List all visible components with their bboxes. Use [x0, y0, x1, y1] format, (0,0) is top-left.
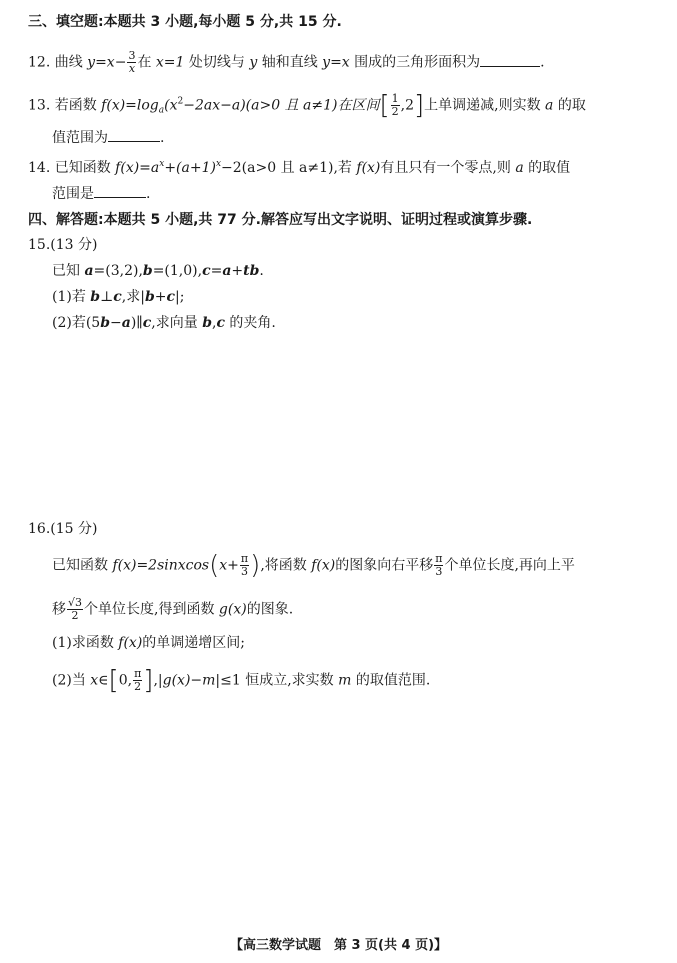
vector: a — [222, 263, 232, 279]
math: − — [110, 315, 122, 331]
math: , — [211, 315, 217, 331]
question-15-number: 15.(13 分) — [28, 237, 98, 253]
question-13-line2 — [52, 128, 164, 148]
math: f(x) — [118, 635, 143, 651]
exponent: x — [159, 159, 165, 169]
answer-blank[interactable] — [108, 129, 160, 142]
left-bracket: [ — [108, 665, 119, 696]
text: ,将函数 — [260, 557, 312, 574]
text: 轴和直线 — [257, 54, 323, 71]
page-footer: 【高三数学试题 第 3 页(共 4 页)】 — [229, 938, 448, 953]
fraction — [67, 597, 83, 622]
text: 处切线与 — [184, 54, 250, 71]
vector: c — [202, 263, 211, 279]
text: 围成的三角形面积为 — [349, 54, 481, 71]
text: . — [146, 186, 151, 202]
fraction-numerator: 1 — [391, 92, 399, 105]
question-16-stem-line2 — [52, 597, 293, 622]
right-bracket: ] — [143, 665, 154, 696]
answer-blank[interactable] — [94, 185, 146, 198]
math: )∥ — [130, 315, 143, 331]
fraction — [133, 668, 142, 693]
math: ⊥ — [100, 289, 114, 305]
text: |≤1 恒成立,求实数 — [215, 672, 339, 689]
vector: b — [142, 263, 153, 279]
math: g(x)−m — [162, 672, 216, 689]
text: 有且只有一个零点,则 — [380, 160, 516, 176]
text: (2)若(5 — [52, 315, 101, 331]
text: 已知函数 — [52, 557, 113, 574]
math: x=1 — [155, 54, 185, 71]
vector: c — [113, 289, 122, 305]
text: . — [540, 54, 545, 71]
vector: a — [84, 263, 94, 279]
question-14 — [28, 158, 570, 178]
question-number: 12. — [28, 54, 51, 71]
text: 的单调递增区间; — [142, 635, 246, 651]
math: 0, — [118, 672, 133, 689]
math: + — [231, 263, 244, 279]
question-13 — [28, 90, 586, 121]
math: x∈ — [90, 672, 109, 689]
math: f(x) — [311, 557, 336, 574]
exponent: x — [215, 159, 222, 169]
math: =(1,0), — [152, 263, 203, 279]
text: 的夹角. — [224, 315, 276, 331]
question-16-stem — [52, 550, 575, 581]
fraction-denominator: x — [128, 62, 136, 75]
math: +(a+1) — [164, 160, 216, 176]
vector: c — [166, 289, 176, 305]
question-number: 13. — [28, 97, 51, 114]
text: (2)当 — [52, 672, 91, 689]
question-16-part2 — [52, 665, 431, 696]
text: ,求向量 — [151, 315, 203, 331]
math: −2(a>0 且 a≠1),若 — [221, 160, 357, 176]
fraction-numerator: π — [240, 552, 249, 565]
math: a — [545, 97, 554, 114]
fraction — [240, 553, 249, 578]
vector: b — [90, 289, 101, 305]
math: f(x) — [356, 160, 381, 176]
text: 值范围为 — [52, 130, 108, 146]
fraction-denominator: 3 — [435, 565, 443, 578]
question-15-part2 — [52, 313, 276, 333]
math: m — [338, 672, 352, 689]
fraction-denominator: 2 — [391, 105, 399, 118]
math: g(x) — [218, 601, 247, 618]
text: 的取 — [553, 97, 586, 114]
math: f(x)=2sinxcos — [112, 557, 210, 574]
question-14-line2 — [52, 184, 150, 204]
text: 若函数 — [54, 97, 102, 114]
fraction — [434, 553, 443, 578]
math: x+ — [219, 557, 239, 574]
math: = — [210, 263, 223, 279]
fraction-denominator: 2 — [134, 680, 142, 693]
section-3-heading: 三、填空题:本题共 3 小题,每小题 5 分,共 15 分. — [28, 14, 342, 30]
math: −2ax−a)(a>0 且 a≠1)在区间 — [183, 97, 380, 114]
math: a — [515, 160, 524, 176]
question-16-number: 16.(15 分) — [28, 521, 98, 537]
question-15-part1 — [52, 287, 184, 307]
math: y=x− — [87, 54, 127, 71]
text: 的图象. — [246, 601, 294, 618]
math: . — [259, 263, 264, 279]
fraction — [391, 93, 400, 118]
math: (x — [164, 97, 178, 114]
math: y=x — [322, 54, 350, 71]
text: . — [160, 130, 165, 146]
text: ,求| — [121, 289, 145, 305]
answer-blank[interactable] — [480, 54, 540, 67]
text: 曲线 — [54, 54, 88, 71]
question-15-stem — [52, 261, 264, 281]
fraction-numerator: π — [134, 667, 142, 680]
math: + — [154, 289, 167, 305]
text: 范围是 — [52, 186, 94, 202]
text: 上单调递减,则实数 — [424, 97, 546, 114]
text: 个单位长度,得到函数 — [84, 601, 219, 618]
left-bracket: [ — [379, 90, 390, 121]
exponent: 2 — [177, 96, 184, 107]
math: f(x)=a — [115, 160, 160, 176]
left-paren: ( — [209, 550, 220, 581]
text: 移 — [52, 601, 66, 618]
math: |; — [175, 289, 185, 305]
text: (1)求函数 — [52, 635, 119, 651]
text: 已知函数 — [54, 160, 116, 176]
fraction-denominator: 2 — [71, 609, 79, 622]
math: =(3,2), — [93, 263, 143, 279]
text: 的取值 — [523, 160, 571, 176]
vector: b — [202, 315, 212, 331]
fraction-numerator: √3 — [68, 596, 83, 609]
question-16-part1 — [52, 633, 245, 653]
text: 在 — [137, 54, 156, 71]
vector: c — [216, 315, 225, 331]
right-paren: ) — [250, 550, 261, 581]
section-4-heading: 四、解答题:本题共 5 小题,共 77 分.解答应写出文字说明、证明过程或演算步骤. — [28, 212, 533, 228]
fraction-numerator: 3 — [128, 49, 136, 62]
text: 个单位长度,再向上平 — [444, 557, 575, 574]
math: ,2 — [400, 97, 414, 114]
math: ,| — [153, 672, 163, 689]
question-number: 14. — [28, 160, 51, 176]
vector: tb — [243, 263, 260, 279]
text: 已知 — [52, 263, 85, 279]
right-bracket: ] — [413, 90, 425, 121]
fraction — [127, 50, 136, 75]
math: f(x)=log — [101, 97, 159, 114]
text: 的取值范围. — [351, 672, 431, 689]
fraction-numerator: π — [435, 552, 443, 565]
vector: b — [100, 315, 110, 331]
vector: b — [144, 289, 155, 305]
vector: a — [121, 315, 131, 331]
log-base: a — [158, 105, 165, 116]
question-12 — [28, 50, 545, 75]
vector: c — [142, 315, 152, 331]
math: y — [249, 54, 258, 71]
text: (1)若 — [52, 289, 91, 305]
fraction-denominator: 3 — [241, 565, 249, 578]
text: 的图象向右平移 — [335, 557, 434, 574]
